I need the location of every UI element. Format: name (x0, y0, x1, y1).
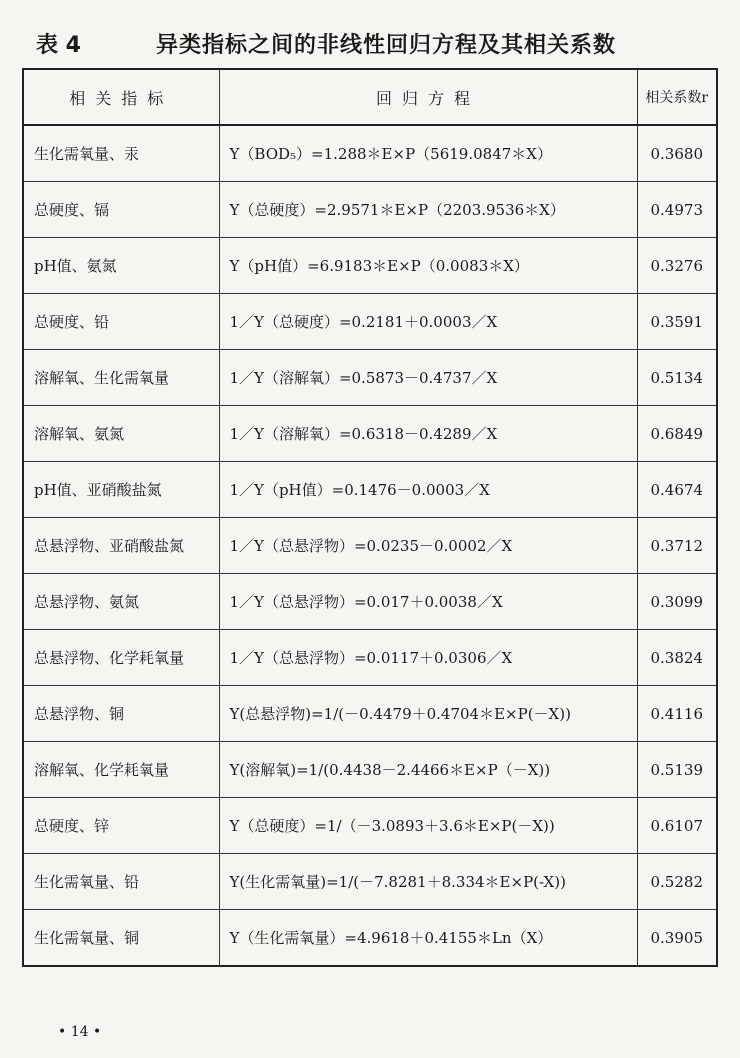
table-body (23, 125, 717, 966)
cell-indicators: 生化需氧量、铅 (23, 854, 219, 910)
cell-indicators: 总悬浮物、氨氮 (23, 574, 219, 630)
regression-table (22, 68, 718, 967)
cell-coefficient: 0.6107 (637, 798, 717, 854)
cell-equation: 1／Y（溶解氧）=0.6318－0.4289／X (219, 406, 637, 462)
cell-coefficient: 0.5139 (637, 742, 717, 798)
table-header-row (23, 69, 717, 125)
table-row (23, 798, 717, 854)
cell-equation: 1／Y（总硬度）=0.2181＋0.0003／X (219, 294, 637, 350)
cell-equation: Y(溶解氧)=1/(0.4438－2.4466＊E×P（－X)) (219, 742, 637, 798)
cell-coefficient: 0.3824 (637, 630, 717, 686)
cell-coefficient: 0.3276 (637, 238, 717, 294)
table-row (23, 182, 717, 238)
cell-equation: 1／Y（溶解氧）=0.5873－0.4737／X (219, 350, 637, 406)
cell-coefficient: 0.5134 (637, 350, 717, 406)
cell-coefficient: 0.4116 (637, 686, 717, 742)
header-coefficient: 相关系数r (637, 69, 717, 125)
cell-indicators: 溶解氧、氨氮 (23, 406, 219, 462)
table-title: 异类指标之间的非线性回归方程及其相关系数 (156, 33, 617, 58)
cell-indicators: 溶解氧、化学耗氧量 (23, 742, 219, 798)
cell-coefficient: 0.3680 (637, 125, 717, 182)
cell-coefficient: 0.3099 (637, 574, 717, 630)
cell-indicators: 生化需氧量、汞 (23, 125, 219, 182)
cell-indicators: pH值、亚硝酸盐氮 (23, 462, 219, 518)
cell-indicators: 总悬浮物、亚硝酸盐氮 (23, 518, 219, 574)
table-row (23, 238, 717, 294)
cell-coefficient: 0.4674 (637, 462, 717, 518)
table-row (23, 125, 717, 182)
table-row (23, 574, 717, 630)
cell-coefficient: 0.5282 (637, 854, 717, 910)
cell-equation: Y（pH值）=6.9183＊E×P（0.0083＊X） (219, 238, 637, 294)
cell-indicators: 总硬度、镉 (23, 182, 219, 238)
cell-equation: 1／Y（总悬浮物）=0.0235－0.0002／X (219, 518, 637, 574)
cell-equation: Y（生化需氧量）=4.9618＋0.4155＊Ln（X） (219, 910, 637, 967)
table-caption (36, 28, 716, 62)
header-indicators: 相关指标 (23, 69, 219, 125)
table-row (23, 462, 717, 518)
cell-coefficient: 0.3712 (637, 518, 717, 574)
cell-indicators: 总悬浮物、铜 (23, 686, 219, 742)
cell-indicators: 总硬度、铅 (23, 294, 219, 350)
cell-indicators: 总硬度、锌 (23, 798, 219, 854)
cell-equation: 1／Y（pH值）=0.1476－0.0003／X (219, 462, 637, 518)
cell-equation: 1／Y（总悬浮物）=0.017＋0.0038／X (219, 574, 637, 630)
table-row (23, 518, 717, 574)
page-number: • 14 • (58, 1024, 102, 1040)
cell-coefficient: 0.6849 (637, 406, 717, 462)
table-row (23, 350, 717, 406)
table-row (23, 406, 717, 462)
cell-indicators: 生化需氧量、铜 (23, 910, 219, 967)
cell-equation: Y(生化需氧量)=1/(－7.8281＋8.334＊E×P(-X)) (219, 854, 637, 910)
table-row (23, 686, 717, 742)
cell-coefficient: 0.4973 (637, 182, 717, 238)
table-number: 表 4 (36, 33, 81, 58)
cell-equation: Y(总悬浮物)=1/(－0.4479＋0.4704＊E×P(－X)) (219, 686, 637, 742)
cell-equation: 1／Y（总悬浮物）=0.0117＋0.0306／X (219, 630, 637, 686)
cell-equation: Y（总硬度）=2.9571＊E×P（2203.9536＊X） (219, 182, 637, 238)
table-row (23, 910, 717, 967)
table-row (23, 630, 717, 686)
header-equation: 回归方程 (219, 69, 637, 125)
cell-indicators: 溶解氧、生化需氧量 (23, 350, 219, 406)
table-row (23, 742, 717, 798)
cell-indicators: 总悬浮物、化学耗氧量 (23, 630, 219, 686)
cell-coefficient: 0.3591 (637, 294, 717, 350)
cell-coefficient: 0.3905 (637, 910, 717, 967)
table-row (23, 854, 717, 910)
cell-indicators: pH值、氨氮 (23, 238, 219, 294)
cell-equation: Y（BOD₅）=1.288＊E×P（5619.0847＊X） (219, 125, 637, 182)
table-row (23, 294, 717, 350)
cell-equation: Y（总硬度）=1/（－3.0893＋3.6＊E×P(－X)) (219, 798, 637, 854)
